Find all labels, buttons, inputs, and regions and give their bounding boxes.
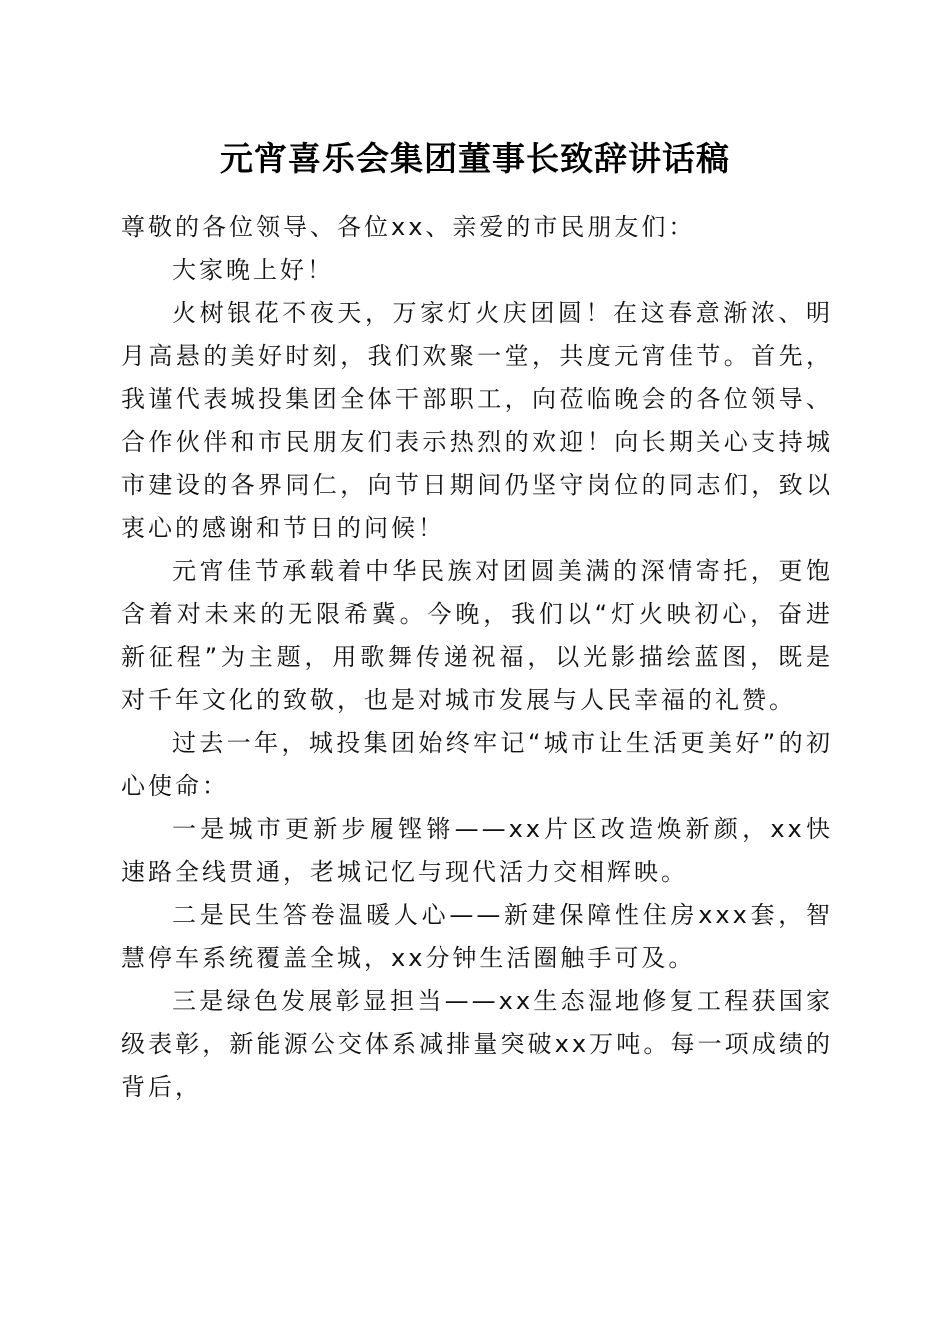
document-body (121, 206, 833, 1109)
review-paragraph: 过去一年，城投集团始终牢记“城市让生活更美好”的初心使命： (121, 729, 833, 800)
festival-paragraph: 元宵佳节承载着中华民族对团圆美满的深情寄托，更饱含着对未来的无限希冀。今晚，我们以“灯火映初心，奋进新征程”为主题，用歌舞传递祝福，以光影描绘蓝图，既是对千年文化的致敬，也是对城市发展与人民幸福的礼赞。 (121, 557, 833, 714)
achievement-paragraph-3: 三是绿色发展彰显担当——xx生态湿地修复工程获国家级表彰，新能源公交体系减排量突破xx万吨。每一项成绩的背后， (121, 987, 833, 1101)
achievement-paragraph-1: 一是城市更新步履铿锵——xx片区改造焕新颜，xx快速路全线贯通，老城记忆与现代活力交相辉映。 (121, 815, 833, 886)
opening-paragraph: 火树银花不夜天，万家灯火庆团圆！在这春意渐浓、明月高悬的美好时刻，我们欢聚一堂，共度元宵佳节。首先，我谨代表城投集团全体干部职工，向莅临晚会的各位领导、合作伙伴和市民朋友们表示热烈的欢迎！向长期关心支持城市建设的各界同仁，向节日期间仍坚守岗位的同志们，致以衷心的感谢和节日的问候！ (121, 299, 833, 542)
salutation: 尊敬的各位领导、各位xx、亲爱的市民朋友们： (121, 213, 696, 241)
document-title: 元宵喜乐会集团董事长致辞讲话稿 (220, 139, 730, 178)
achievement-paragraph-2: 二是民生答卷温暖人心——新建保障性住房xxx套，智慧停车系统覆盖全城，xx分钟生活圈触手可及。 (121, 901, 833, 972)
greeting-paragraph: 大家晚上好！ (172, 256, 334, 284)
